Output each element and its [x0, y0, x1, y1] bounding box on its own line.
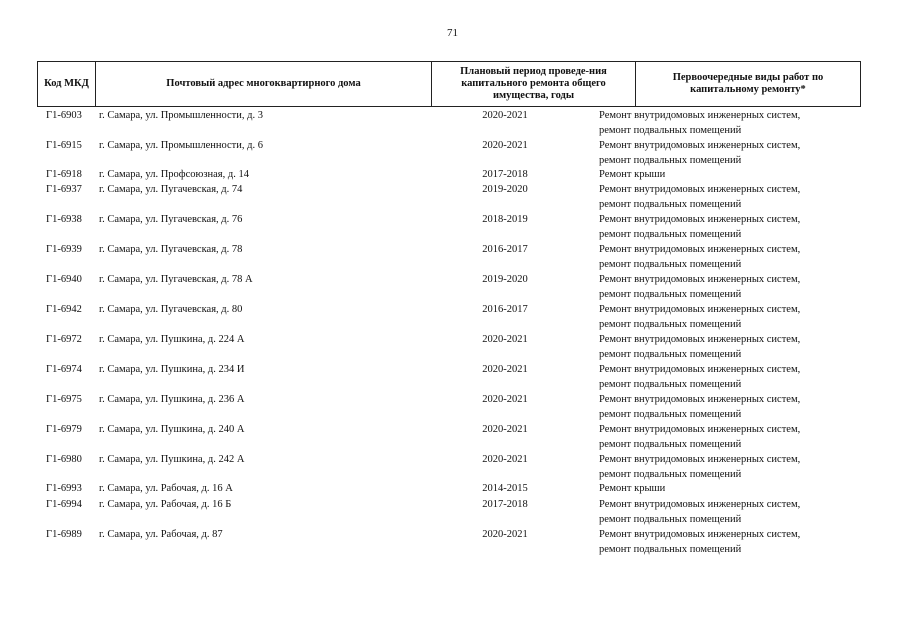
cell-period: 2020-2021 — [482, 110, 528, 121]
table-header — [37, 61, 861, 107]
cell-period: 2016-2017 — [482, 304, 528, 315]
cell-address: г. Самара, ул. Пугачевская, д. 76 — [99, 214, 243, 225]
works-line: ремонт подвальных помещений — [599, 514, 742, 525]
cell-works — [599, 167, 859, 182]
cell-address: г. Самара, ул. Пушкина, д. 224 А — [99, 334, 245, 345]
works-line: Ремонт внутридомовых инженерных систем, — [599, 529, 801, 540]
works-line: ремонт подвальных помещений — [599, 544, 742, 555]
cell-period: 2020-2021 — [482, 334, 528, 345]
cell-code: Г1-6939 — [46, 244, 82, 255]
cell-address: г. Самара, ул. Пугачевская, д. 74 — [99, 184, 243, 195]
works-line: ремонт подвальных помещений — [599, 319, 742, 330]
cell-code: Г1-6937 — [46, 184, 82, 195]
cell-period: 2019-2020 — [482, 184, 528, 195]
works-line: ремонт подвальных помещений — [599, 229, 742, 240]
cell-works — [599, 422, 859, 452]
works-line: ремонт подвальных помещений — [599, 349, 742, 360]
cell-address: г. Самара, ул. Промышленности, д. 6 — [99, 140, 263, 151]
cell-works — [599, 362, 859, 392]
cell-works — [599, 138, 859, 168]
works-line: ремонт подвальных помещений — [599, 155, 742, 166]
cell-works — [599, 452, 859, 482]
cell-address: г. Самара, ул. Пугачевская, д. 78 А — [99, 274, 253, 285]
works-line: Ремонт внутридомовых инженерных систем, — [599, 394, 801, 405]
cell-works — [599, 108, 859, 138]
cell-code: Г1-6989 — [46, 529, 82, 540]
cell-period: 2018-2019 — [482, 214, 528, 225]
cell-address: г. Самара, ул. Пушкина, д. 240 А — [99, 424, 245, 435]
works-line: ремонт подвальных помещений — [599, 289, 742, 300]
cell-code: Г1-6975 — [46, 394, 82, 405]
works-line: ремонт подвальных помещений — [599, 409, 742, 420]
cell-code: Г1-6974 — [46, 364, 82, 375]
cell-works — [599, 332, 859, 362]
cell-period: 2020-2021 — [482, 454, 528, 465]
cell-period: 2020-2021 — [482, 394, 528, 405]
works-line: Ремонт внутридомовых инженерных систем, — [599, 140, 801, 151]
works-line: ремонт подвальных помещений — [599, 469, 742, 480]
works-line: ремонт подвальных помещений — [599, 125, 742, 136]
works-line: Ремонт внутридомовых инженерных систем, — [599, 364, 801, 375]
cell-code: Г1-6903 — [46, 110, 82, 121]
works-line: Ремонт внутридомовых инженерных систем, — [599, 110, 801, 121]
cell-period: 2020-2021 — [482, 529, 528, 540]
cell-works — [599, 392, 859, 422]
cell-address: г. Самара, ул. Пугачевская, д. 78 — [99, 244, 243, 255]
cell-code: Г1-6938 — [46, 214, 82, 225]
works-line: Ремонт внутридомовых инженерных систем, — [599, 499, 801, 510]
cell-code: Г1-6915 — [46, 140, 82, 151]
cell-period: 2017-2018 — [482, 499, 528, 510]
cell-code: Г1-6918 — [46, 169, 82, 180]
cell-address: г. Самара, ул. Промышленности, д. 3 — [99, 110, 263, 121]
cell-works — [599, 242, 859, 272]
cell-works — [599, 182, 859, 212]
cell-address: г. Самара, ул. Пушкина, д. 234 И — [99, 364, 245, 375]
works-line: ремонт подвальных помещений — [599, 379, 742, 390]
works-line: Ремонт внутридомовых инженерных систем, — [599, 334, 801, 345]
cell-period: 2020-2021 — [482, 364, 528, 375]
works-line: Ремонт внутридомовых инженерных систем, — [599, 424, 801, 435]
cell-address: г. Самара, ул. Рабочая, д. 16 Б — [99, 499, 232, 510]
works-line: Ремонт внутридомовых инженерных систем, — [599, 304, 801, 315]
header-code: Код МКД — [38, 62, 96, 106]
works-line: Ремонт внутридомовых инженерных систем, — [599, 214, 801, 225]
header-works: Первоочередные виды работ по капитальному ремонту* — [672, 72, 824, 95]
cell-address: г. Самара, ул. Пугачевская, д. 80 — [99, 304, 243, 315]
header-address: Почтовый адрес многоквартирного дома — [96, 62, 432, 106]
cell-period: 2016-2017 — [482, 244, 528, 255]
cell-address: г. Самара, ул. Рабочая, д. 87 — [99, 529, 223, 540]
cell-address: г. Самара, ул. Пушкина, д. 242 А — [99, 454, 245, 465]
cell-works — [599, 527, 859, 557]
cell-works — [599, 272, 859, 302]
cell-address: г. Самара, ул. Профсоюзная, д. 14 — [99, 169, 249, 180]
cell-code: Г1-6972 — [46, 334, 82, 345]
cell-address: г. Самара, ул. Пушкина, д. 236 А — [99, 394, 245, 405]
cell-period: 2019-2020 — [482, 274, 528, 285]
cell-period: 2014-2015 — [482, 483, 528, 494]
works-line: ремонт подвальных помещений — [599, 199, 742, 210]
page-number: 71 — [447, 27, 458, 39]
cell-period: 2017-2018 — [482, 169, 528, 180]
cell-address: г. Самара, ул. Рабочая, д. 16 А — [99, 483, 233, 494]
header-period: Плановый период проведе-ния капитального ремонта общего имущества, годы — [432, 62, 636, 106]
cell-code: Г1-6993 — [46, 483, 82, 494]
works-line: Ремонт внутридомовых инженерных систем, — [599, 244, 801, 255]
works-line: Ремонт крыши — [599, 169, 666, 180]
works-line: Ремонт крыши — [599, 483, 666, 494]
works-line: ремонт подвальных помещений — [599, 259, 742, 270]
cell-period: 2020-2021 — [482, 140, 528, 151]
cell-works — [599, 497, 859, 527]
cell-works — [599, 481, 859, 496]
cell-period: 2020-2021 — [482, 424, 528, 435]
cell-code: Г1-6979 — [46, 424, 82, 435]
works-line: Ремонт внутридомовых инженерных систем, — [599, 454, 801, 465]
cell-works — [599, 302, 859, 332]
works-line: Ремонт внутридомовых инженерных систем, — [599, 274, 801, 285]
cell-works — [599, 212, 859, 242]
works-line: Ремонт внутридомовых инженерных систем, — [599, 184, 801, 195]
works-line: ремонт подвальных помещений — [599, 439, 742, 450]
cell-code: Г1-6942 — [46, 304, 82, 315]
cell-code: Г1-6940 — [46, 274, 82, 285]
cell-code: Г1-6980 — [46, 454, 82, 465]
cell-code: Г1-6994 — [46, 499, 82, 510]
